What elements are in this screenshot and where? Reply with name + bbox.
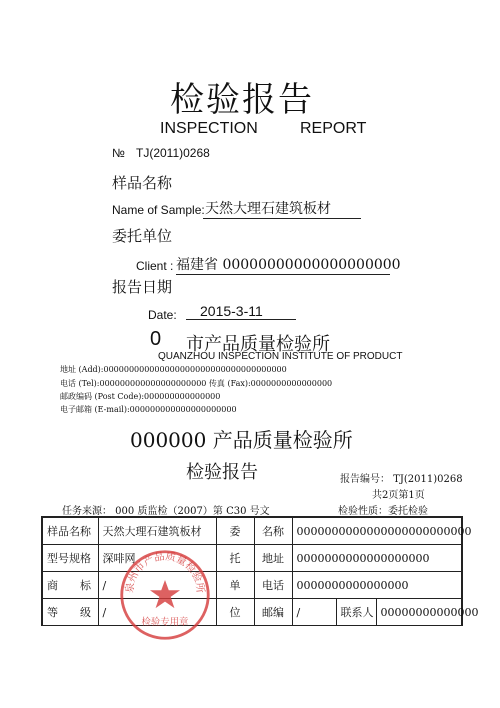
table-cell: / — [98, 572, 216, 599]
table-cell: 0000000000000000 — [292, 572, 462, 599]
stamp-star-icon — [150, 580, 180, 608]
table-row — [42, 517, 462, 545]
report-title: 检验报告 — [186, 462, 258, 483]
date-value: 2015-3-11 — [186, 303, 296, 320]
table-row — [42, 599, 462, 626]
report-no: 报告编号： TJ(2011)0268 — [340, 474, 463, 485]
table-cell: 样品名称 — [42, 517, 98, 545]
phone-fax-line: 电话 (Tel):000000000000000000000 传真 (Fax):0000000000000000 — [60, 379, 333, 388]
cover-title-en-right: REPORT — [300, 120, 367, 137]
institute-prefix: 0 — [150, 328, 162, 350]
stamp-center-text: 检验专用章 — [141, 617, 189, 629]
table-cell: 名称 — [254, 517, 292, 545]
table-cell: / — [98, 599, 216, 626]
postcode-line: 邮政编码 (Post Code):000000000000000 — [60, 392, 221, 401]
table-cell: 00000000000000 — [376, 599, 462, 626]
email-line: 电子邮箱 (E-mail):000000000000000000000 — [60, 405, 237, 414]
sample-value: 天然大理石建筑板材 — [203, 198, 361, 219]
inspection-nature: 检验性质：委托检验 — [338, 506, 428, 517]
client-label-en: Client : — [136, 259, 174, 273]
report-number: TJ(2011)0268 — [136, 146, 210, 160]
table-cell: 联系人 — [336, 599, 376, 626]
table-cell: 位 — [216, 599, 254, 626]
table-row — [42, 572, 462, 599]
report-number-label: № — [112, 146, 125, 160]
table-cell: 单 — [216, 572, 254, 599]
table-cell: 0000000000000000000000000 — [292, 517, 462, 545]
table-cell: 地址 — [254, 545, 292, 572]
report-org-title: 000000 产品质量检验所 — [130, 428, 353, 452]
official-stamp — [118, 548, 212, 642]
table-row — [42, 545, 462, 572]
table-cell: 型号规格 — [42, 545, 98, 572]
stamp-arc-text: 泉州市产品质量检验所 — [123, 550, 207, 594]
task-source: 任务来源： 000 质监检（2007）第 C30 号文 — [62, 506, 270, 517]
institute-name-en: QUANZHOU INSPECTION INSTITUTE OF PRODUCT — [158, 351, 403, 362]
address-line: 地址 (Add):000000000000000000000000000000000000 — [60, 365, 287, 374]
cover-title-en-left: INSPECTION — [160, 120, 258, 137]
client-label-cn: 委托单位 — [112, 227, 173, 245]
sample-info-table — [41, 516, 479, 629]
table-cell: 委 — [216, 517, 254, 545]
table-cell: 天然大理石建筑板材 — [98, 517, 216, 545]
cover-title-cn: 检验报告 — [170, 80, 314, 120]
sample-label-en: Name of Sample: — [112, 203, 205, 217]
table-cell: 商 标 — [42, 572, 98, 599]
table-cell: 等 级 — [42, 599, 98, 626]
table-cell: 电话 — [254, 572, 292, 599]
date-label-en: Date: — [148, 308, 177, 322]
date-label-cn: 报告日期 — [112, 278, 173, 296]
page-info: 共2页第1页 — [372, 490, 425, 501]
institute-name-cn: 市产品质量检验所 — [186, 334, 330, 355]
table-cell: 0000000000000000000 — [292, 545, 462, 572]
sample-label-cn: 样品名称 — [112, 174, 173, 192]
table-cell: 邮编 — [254, 599, 292, 626]
client-value: 福建省 00000000000000000000 — [176, 254, 390, 275]
table-cell: 深啡网 — [98, 545, 216, 572]
table-cell: 托 — [216, 545, 254, 572]
table-cell: / — [292, 599, 336, 626]
